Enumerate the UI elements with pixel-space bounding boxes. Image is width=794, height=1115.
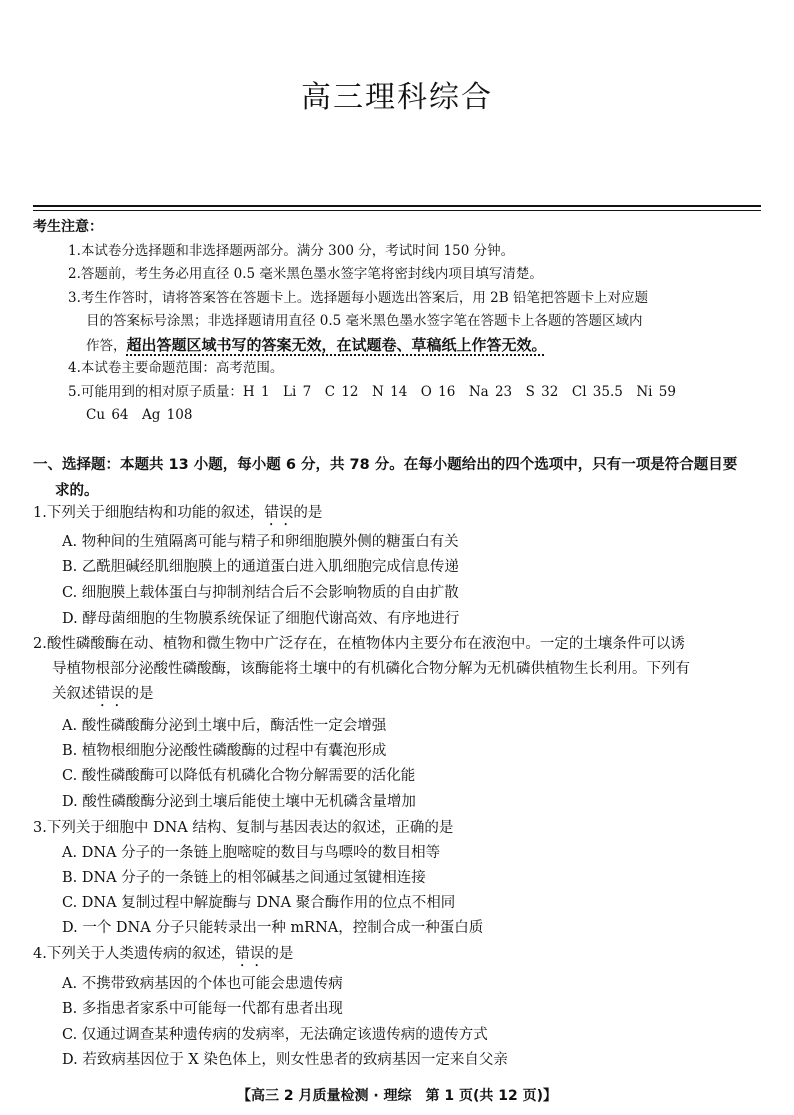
question-4-option-d: D. 若致病基因位于 X 染色体上，则女性患者的致病基因一定来自父亲 bbox=[62, 1052, 508, 1068]
page-footer: 【高三 2 月质量检测 · 理综 第 1 页(共 12 页)】 bbox=[236, 1088, 558, 1104]
notice-item-3-tail: 作答， bbox=[86, 338, 127, 354]
notice-item-3-cont: 目的答案标号涂黑；非选择题请用直径 0.5 毫米黑色墨水签字笔在答题卡上各题的答题区域内 bbox=[86, 313, 643, 329]
question-4-option-b: B. 多指患者家系中可能每一代都有患者出现 bbox=[62, 1001, 343, 1017]
notice-item-3: 3.考生作答时，请将答案答在答题卡上。选择题每小题选出答案后，用 2B 铅笔把答题卡上对应题 bbox=[68, 290, 648, 306]
question-4-stem bbox=[33, 945, 293, 970]
question-4-option-c: C. 仅通过调查某种遗传病的发病率，无法确定该遗传病的遗传方式 bbox=[62, 1027, 488, 1043]
question-1-option-a: A. 物种间的生殖隔离可能与精子和卵细胞膜外侧的糖蛋白有关 bbox=[62, 534, 459, 550]
header-rule-thick bbox=[33, 205, 761, 207]
question-1-stem bbox=[33, 504, 322, 529]
notice-heading: 考生注意： bbox=[33, 219, 103, 235]
notice-item-3-cont-2 bbox=[86, 336, 547, 355]
question-4-option-a: A. 不携带致病基因的个体也可能会患遗传病 bbox=[62, 976, 343, 992]
header-rule-thin bbox=[33, 210, 761, 211]
question-2-option-a: A. 酸性磷酸酶分泌到土壤中后，酶活性一定会增强 bbox=[62, 718, 387, 734]
section-heading-line1: 一、选择题：本题共 13 小题，每小题 6 分，共 78 分。在每小题给出的四个选项中，只有一项是符合题目要 bbox=[33, 457, 738, 473]
question-2-option-c: C. 酸性磷酸酶可以降低有机磷化合物分解需要的活化能 bbox=[62, 768, 416, 784]
notice-emphasis: 超出答题区域书写的答案无效，在试题卷、草稿纸上作答无效。 bbox=[126, 336, 547, 354]
section-heading-line2: 求的。 bbox=[55, 483, 99, 499]
question-3-option-d: D. 一个 DNA 分子只能转录出一种 mRNA，控制合成一种蛋白质 bbox=[62, 920, 484, 936]
notice-item-4: 4.本试卷主要命题范围：高考范围。 bbox=[68, 360, 284, 376]
question-2-stem-end: 的是 bbox=[124, 686, 154, 702]
question-3-option-c: C. DNA 复制过程中解旋酶与 DNA 聚合酶作用的位点不相同 bbox=[62, 895, 456, 911]
question-4-emphasis: 错误 bbox=[235, 946, 265, 962]
question-2-option-d: D. 酸性磷酸酶分泌到土壤后能使土壤中无机磷含量增加 bbox=[62, 794, 416, 810]
notice-item-5-cont: Cu 64 Ag 108 bbox=[86, 407, 193, 423]
question-1-stem-text: 1.下列关于细胞结构和功能的叙述， bbox=[33, 505, 265, 521]
question-1-stem-end: 的是 bbox=[293, 505, 323, 521]
question-2-option-b: B. 植物根细胞分泌酸性磷酸酶的过程中有囊泡形成 bbox=[62, 743, 387, 759]
question-4-stem-text: 4.下列关于人类遗传病的叙述， bbox=[33, 946, 236, 962]
question-3-stem: 3.下列关于细胞中 DNA 结构、复制与基因表达的叙述，正确的是 bbox=[33, 820, 454, 836]
question-2-stem-text: 关叙述 bbox=[52, 686, 96, 702]
question-3-option-b: B. DNA 分子的一条链上的相邻碱基之间通过氢键相连接 bbox=[62, 870, 426, 886]
notice-item-2: 2.答题前，考生务必用直径 0.5 毫米黑色墨水签字笔将密封线内项目填写清楚。 bbox=[68, 266, 543, 282]
page-title: 高三理科综合 bbox=[301, 80, 493, 115]
question-1-option-c: C. 细胞膜上载体蛋白与抑制剂结合后不会影响物质的自由扩散 bbox=[62, 585, 459, 601]
question-4-stem-end: 的是 bbox=[264, 946, 294, 962]
question-2-stem-line1: 2.酸性磷酸酶在动、植物和微生物中广泛存在，在植物体内主要分布在液泡中。一定的土壤条件可以诱 bbox=[33, 636, 685, 652]
question-2-emphasis: 错误 bbox=[95, 686, 125, 702]
question-1-option-b: B. 乙酰胆碱经肌细胞膜上的通道蛋白进入肌细胞完成信息传递 bbox=[62, 559, 459, 575]
question-2-stem-line3 bbox=[52, 685, 154, 710]
question-1-emphasis: 错误 bbox=[264, 505, 294, 521]
question-3-option-a: A. DNA 分子的一条链上胞嘧啶的数目与鸟嘌呤的数目相等 bbox=[62, 845, 441, 861]
notice-item-5: 5.可能用到的相对原子质量：H 1 Li 7 C 12 N 14 O 16 Na 23 S 32 Cl 35.5 Ni 59 bbox=[68, 384, 676, 400]
question-1-option-d: D. 酵母菌细胞的生物膜系统保证了细胞代谢高效、有序地进行 bbox=[62, 611, 460, 627]
notice-item-1: 1.本试卷分选择题和非选择题两部分。满分 300 分，考试时间 150 分钟。 bbox=[68, 243, 515, 259]
section-heading bbox=[33, 452, 763, 504]
question-2-stem-line2: 导植物根部分泌酸性磷酸酶，该酶能将土壤中的有机磷化合物分解为无机磷供植物生长利用。下列有 bbox=[52, 661, 690, 677]
